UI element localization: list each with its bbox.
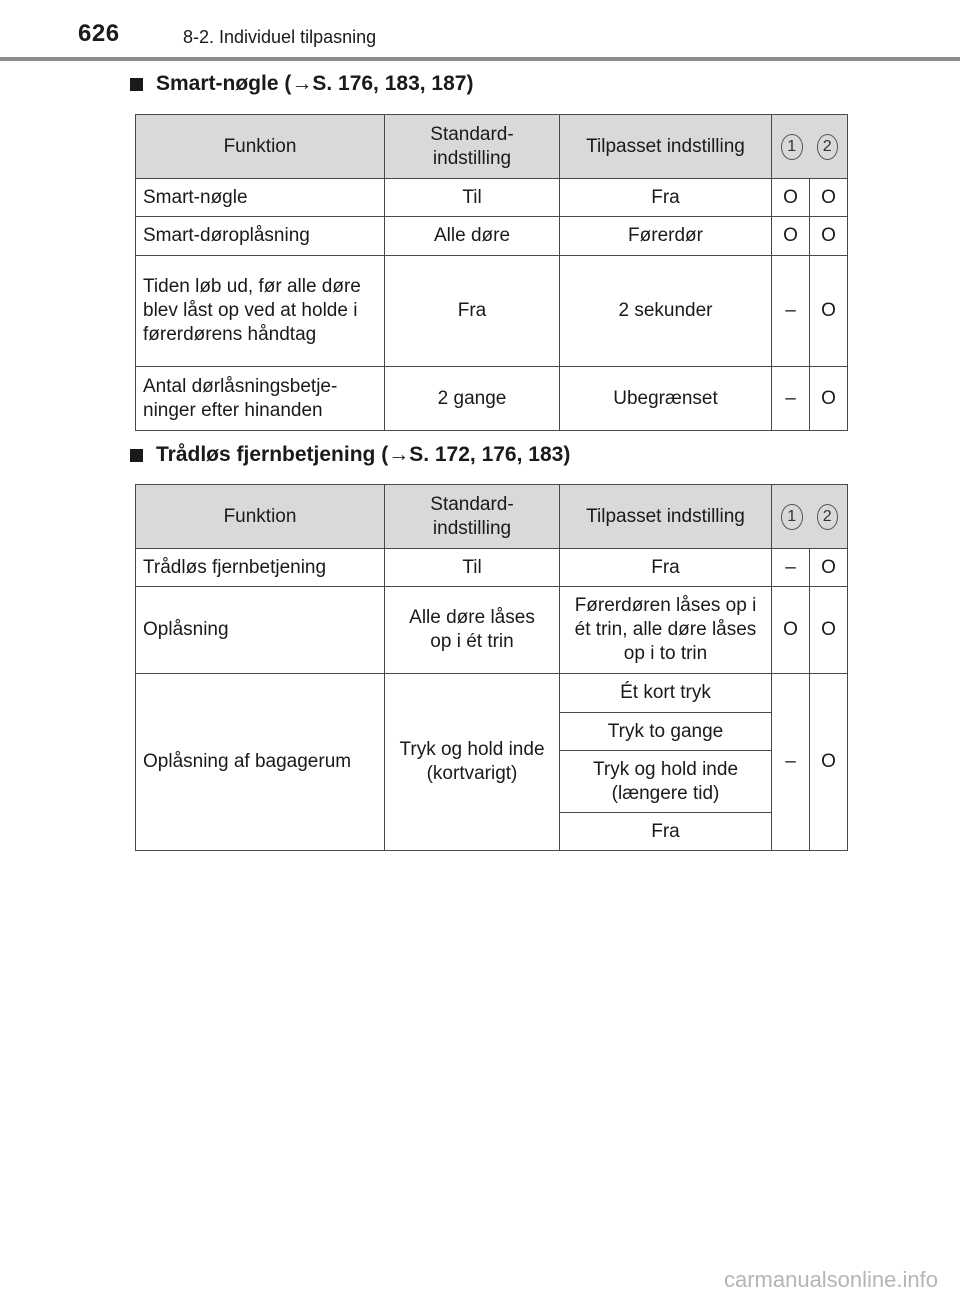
table-row [136,217,848,256]
cell: Til [385,179,560,217]
table-header-row [136,485,848,549]
header-cell: Tilpasset indstilling [560,115,772,179]
cell: Tiden løb ud, før alle døre blev låst op ved at holde i førerdørens håndtag [136,256,385,367]
cell: Oplåsning af bagagerum [136,674,385,851]
header-cell: Funktion [136,485,385,549]
header-cell: Tilpasset indstilling [560,485,772,549]
cell: Fra [560,179,772,217]
cell: 2 gange [385,367,560,431]
cell: Alle døre [385,217,560,256]
section-heading-remote [130,443,570,467]
cell: O [772,179,810,217]
cell: O [810,587,848,674]
cell: Smart-døroplåsning [136,217,385,256]
watermark: carmanualsonline.info [723,1267,938,1292]
table-row [136,674,848,713]
cell: Fra [560,549,772,587]
page-number: 626 [78,20,120,47]
cell: – [772,256,810,367]
circled-number: 2 [817,134,839,160]
header-cell: Standard- indstilling [385,485,560,549]
cell: O [772,217,810,256]
page-header [0,0,960,62]
cell: Tryk og hold inde (længere tid) [560,751,772,813]
cell: O [810,674,848,851]
table-row [136,367,848,431]
table-header-row [136,115,848,179]
cell: Førerdøren låses op i ét trin, alle døre låses op i to trin [560,587,772,674]
cell: Smart-nøgle [136,179,385,217]
cell: 2 sekunder [560,256,772,367]
header-cell-circles [772,115,848,179]
table-row [136,549,848,587]
cell: Alle døre låses op i ét trin [385,587,560,674]
cell: O [772,587,810,674]
cell: Trådløs fjernbetjening [136,549,385,587]
section-label: 8-2. Individuel tilpasning [183,27,377,47]
cell: Fra [560,813,772,851]
section-heading-smart-key [130,72,473,96]
cell: O [810,367,848,431]
cell: – [772,674,810,851]
cell: – [772,549,810,587]
circled-number: 1 [781,134,803,160]
cell: Til [385,549,560,587]
header-cell: Funktion [136,115,385,179]
cell: Ubegrænset [560,367,772,431]
table-row [136,179,848,217]
header-cell: Standard- indstilling [385,115,560,179]
square-bullet-icon [130,449,143,462]
cell: O [810,217,848,256]
cell: – [772,367,810,431]
cell: Tryk to gange [560,713,772,751]
square-bullet-icon [130,78,143,91]
cell: Fra [385,256,560,367]
circled-number: 1 [781,504,803,530]
table-row [136,587,848,674]
circled-number: 2 [817,504,839,530]
section-title: Smart-nøgle (→S. 176, 183, 187) [156,72,474,95]
header-rule [0,57,960,61]
cell: Antal dørlåsningsbetje- ninger efter hinanden [136,367,385,431]
smart-key-table [135,114,848,431]
remote-table [135,484,848,851]
cell: Oplåsning [136,587,385,674]
cell: Førerdør [560,217,772,256]
header-cell-circles [772,485,848,549]
cell: O [810,179,848,217]
cell: Ét kort tryk [560,674,772,713]
cell: O [810,549,848,587]
section-title: Trådløs fjernbetjening (→S. 172, 176, 183) [156,443,571,466]
cell: O [810,256,848,367]
cell: Tryk og hold inde (kortvarigt) [385,674,560,851]
table-row [136,256,848,367]
